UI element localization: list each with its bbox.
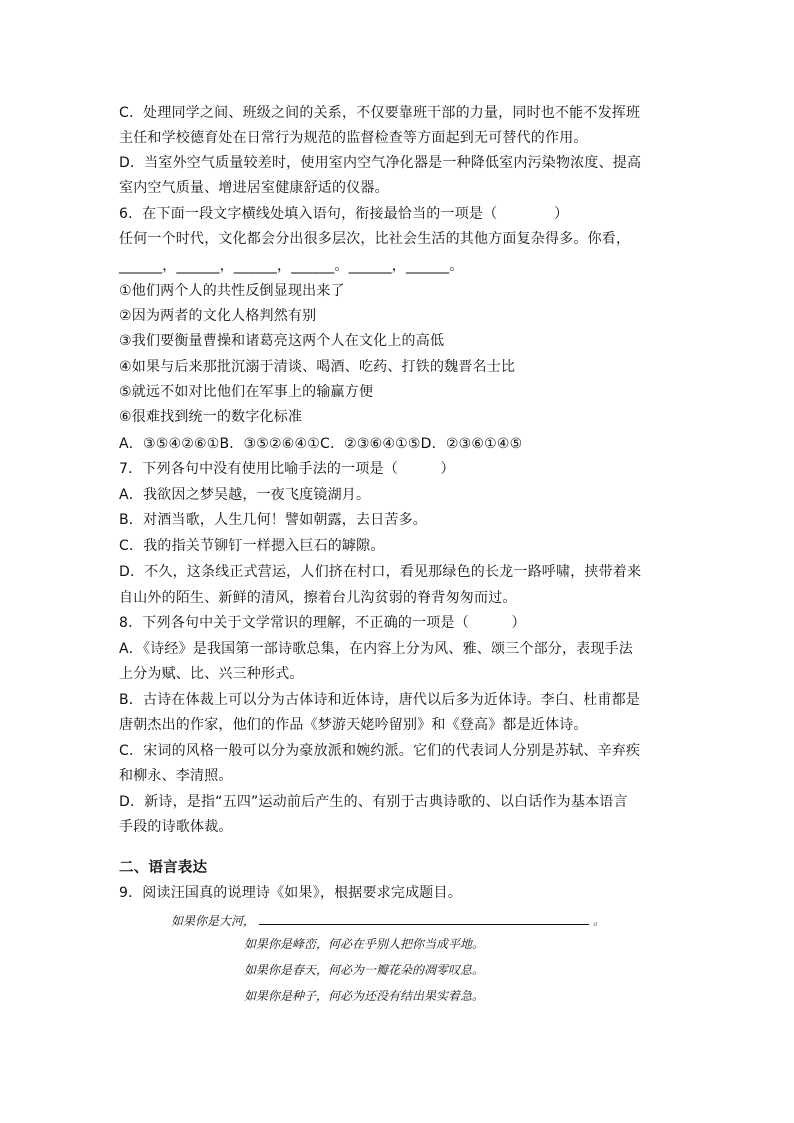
option-1: ①他们两个人的共性反倒显现出来了 [119,283,345,299]
text-line: 主任和学校德育处在日常行为规范的监督检查等方面起到无可替代的作用。 [119,130,588,146]
poem-line: 如果你是种子，何必为还没有结出果实着急。 [244,989,485,1003]
poem-line-1 [171,912,605,929]
choice-c: C．宋词的风格一般可以分为豪放派和婉约派。它们的代表词人分别是苏轼、辛弃疾 [119,743,641,759]
choice-c: C．我的指关节铆钉一样摁入巨石的罅隙。 [119,538,385,554]
choice-b: B．古诗在体裁上可以分为古体诗和近体诗，唐代以后多为近体诗。李白、杜甫都是 [119,692,641,708]
text-line: 和柳永、李清照。 [119,768,233,784]
question-8: 8．下列各句中关于文学常识的理解，不正确的一项是（ ） [119,615,526,631]
option-3: ③我们要衡量曹操和诸葛亮这两个人在文化上的高低 [119,333,445,349]
poem-suffix: 。 [593,914,606,928]
poem-line: 如果你是春天，何必为一瓣花朵的凋零叹息。 [244,963,485,977]
question-9: 9．阅读汪国真的说理诗《如果》，根据要求完成题目。 [119,885,462,901]
text-line: 任何一个时代，文化都会分出很多层次，比社会生活的其他方面复杂得多。你看， [119,231,631,247]
option-6: ⑥很难找到统一的数字化标准 [119,409,303,425]
option-4: ④如果与后来那批沉溺于清谈、喝酒、吃药、打铁的魏晋名士比 [119,359,516,375]
answer-blank[interactable] [259,912,589,925]
text-line: 自山外的陌生、新鲜的清风，擦着台儿沟贫弱的脊背匆匆而过。 [119,590,517,606]
question-7: 7．下列各句中没有使用比喻手法的一项是（ ） [119,461,455,477]
choice-d: D．不久，这条线正式营运，人们挤在村口，看见那绿色的长龙一路呼啸，挟带着来 [119,564,642,580]
answer-choices: A．③⑤④②⑥①B．③⑤②⑥④①C．②③⑥④①⑤D．②③⑥①④⑤ [119,436,523,452]
text-line: 唐朝杰出的作家，他们的作品《梦游天姥吟留别》和《登高》都是近体诗。 [119,717,588,733]
text-line: 上分为赋、比、兴三种形式。 [119,666,304,682]
text-line: 室内空气质量、增进居室健康舒适的仪器。 [119,180,389,196]
option-5: ⑤就远不如对比他们在军事上的输赢方便 [119,384,374,400]
question-6: 6．在下面一段文字横线处填入语句，衔接最恰当的一项是（ ） [119,206,569,222]
text-line: 手段的诗歌体裁。 [119,819,233,835]
choice-a: A．我欲因之梦吴越，一夜飞度镜湖月。 [119,487,371,503]
poem-line: 如果你是峰峦，何必在乎别人把你当成平地。 [244,937,485,951]
choice-d: D．新诗，是指“五四”运动前后产生的、有别于古典诗歌的、以白话作为基本语言 [119,794,628,810]
text-line: D．当室外空气质量较差时，使用室内空气净化器是一种降低室内污染物浓度、提高 [119,155,642,171]
section-heading: 二、语言表达 [119,860,208,876]
choice-a: A．《诗经》是我国第一部诗歌总集，在内容上分为风、雅、颂三个部分，表现手法 [119,641,633,657]
fill-blanks-line: ______，______，______，______。______，______。 [119,258,464,274]
poem-prefix: 如果你是大河， [171,914,256,928]
text-line: C．处理同学之间、班级之间的关系，不仅要靠班干部的力量，同时也不能不发挥班 [119,105,641,121]
choice-b: B．对酒当歌，人生几何！譬如朝露，去日苦多。 [119,512,428,528]
option-2: ②因为两者的文化人格判然有别 [119,308,317,324]
